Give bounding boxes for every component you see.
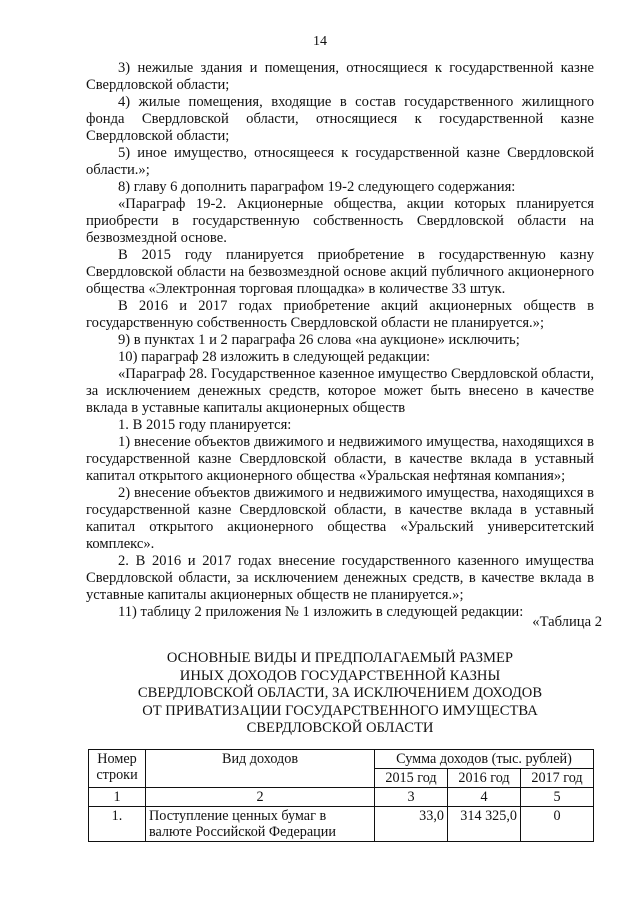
header-year-2017: 2017 год xyxy=(521,769,594,788)
table-header-row xyxy=(89,750,594,769)
row-value-2017: 0 xyxy=(521,807,594,842)
paragraph-amendment-10: 10) параграф 28 изложить в следующей редакции: xyxy=(118,349,431,365)
paragraph-2016-2017-plan: 2. В 2016 и 2017 годах внесение государственного казенного имущества Свердловской области, за исключением денежных средств, в качестве вклада в уставные капиталы акционерных обществ не планируется.»; xyxy=(86,553,594,603)
table-column-numbers-row xyxy=(89,788,594,807)
table-title-line: СВЕРДЛОВСКОЙ ОБЛАСТИ, ЗА ИСКЛЮЧЕНИЕМ ДОХОДОВ xyxy=(137,685,543,702)
column-number: 5 xyxy=(521,788,594,807)
paragraph-amendment-9: 9) в пунктах 1 и 2 параграфа 26 слова «на аукционе» исключить; xyxy=(118,332,520,348)
row-number: 1. xyxy=(89,807,146,842)
paragraph-2015-acquisition: В 2015 году планируется приобретение в государственную казну Свердловской области на безвозмездной основе акций публичного акционерного общества «Электронная торговая площадка» в количестве 33 штук. xyxy=(86,247,594,297)
paragraph-amendment-11: 11) таблицу 2 приложения № 1 изложить в следующей редакции: xyxy=(118,604,524,620)
table-row xyxy=(89,807,594,842)
column-number: 1 xyxy=(89,788,146,807)
paragraph-item-3: 3) нежилые здания и помещения, относящиеся к государственной казне Свердловской области; xyxy=(86,60,594,93)
row-kind: Поступление ценных бумаг в валюте Российской Федерации xyxy=(146,807,375,842)
paragraph-item-4: 4) жилые помещения, входящие в состав государственного жилищного фонда Свердловской области, относящиеся к государственной казне Свердловской области; xyxy=(86,94,594,144)
paragraph-28-heading: «Параграф 28. Государственное казенное имущество Свердловской области, за исключением денежных средств, которое может быть внесено в качестве вклада в уставные капиталы акционерных обществ xyxy=(86,366,594,416)
table-title-line: ОСНОВНЫЕ ВИДЫ И ПРЕДПОЛАГАЕМЫЙ РАЗМЕР xyxy=(166,650,514,666)
header-kind: Вид доходов xyxy=(146,750,375,788)
table-title-line: СВЕРДЛОВСКОЙ ОБЛАСТИ xyxy=(246,720,434,737)
row-value-2015: 33,0 xyxy=(375,807,448,842)
revenue-table xyxy=(88,749,594,842)
paragraph-plan-item-2: 2) внесение объектов движимого и недвижимого имущества, находящихся в государственной казне Свердловской области, в качестве вклада в уставный капитал открытого акционерного общества «Уральский университетский комплекс». xyxy=(86,485,594,552)
header-year-2016: 2016 год xyxy=(448,769,521,788)
header-row-number: Номер строки xyxy=(89,750,146,788)
paragraph-item-5: 5) иное имущество, относящееся к государственной казне Свердловской области.»; xyxy=(86,145,594,178)
paragraph-19-2-heading: «Параграф 19-2. Акционерные общества, акции которых планируется приобрести в государственную собственность Свердловской области на безвозмездной основе. xyxy=(86,196,594,246)
column-number: 2 xyxy=(146,788,375,807)
column-number: 4 xyxy=(448,788,521,807)
table-title xyxy=(86,650,594,738)
table-caption: «Таблица 2 xyxy=(532,614,602,630)
page-number: 14 xyxy=(313,34,327,49)
body-text xyxy=(86,60,594,621)
row-value-2016: 314 325,0 xyxy=(448,807,521,842)
table-title-line: ОТ ПРИВАТИЗАЦИИ ГОСУДАРСТВЕННОГО ИМУЩЕСТВА xyxy=(142,702,538,719)
paragraph-amendment-8: 8) главу 6 дополнить параграфом 19-2 следующего содержания: xyxy=(118,179,516,195)
header-year-2015: 2015 год xyxy=(375,769,448,788)
table-title-line: ИНЫХ ДОХОДОВ ГОСУДАРСТВЕННОЙ КАЗНЫ xyxy=(179,667,501,684)
paragraph-2015-plan: 1. В 2015 году планируется: xyxy=(118,417,292,433)
header-sum: Сумма доходов (тыс. рублей) xyxy=(375,750,594,769)
paragraph-plan-item-1: 1) внесение объектов движимого и недвижимого имущества, находящихся в государственной казне Свердловской области, в качестве вклада в уставный капитал открытого акционерного общества «Уральская нефтяная компания»; xyxy=(86,434,594,484)
paragraph-2016-2017-acquisition: В 2016 и 2017 годах приобретение акций акционерных обществ в государственную собственность Свердловской области не планируется.»; xyxy=(86,298,594,331)
column-number: 3 xyxy=(375,788,448,807)
